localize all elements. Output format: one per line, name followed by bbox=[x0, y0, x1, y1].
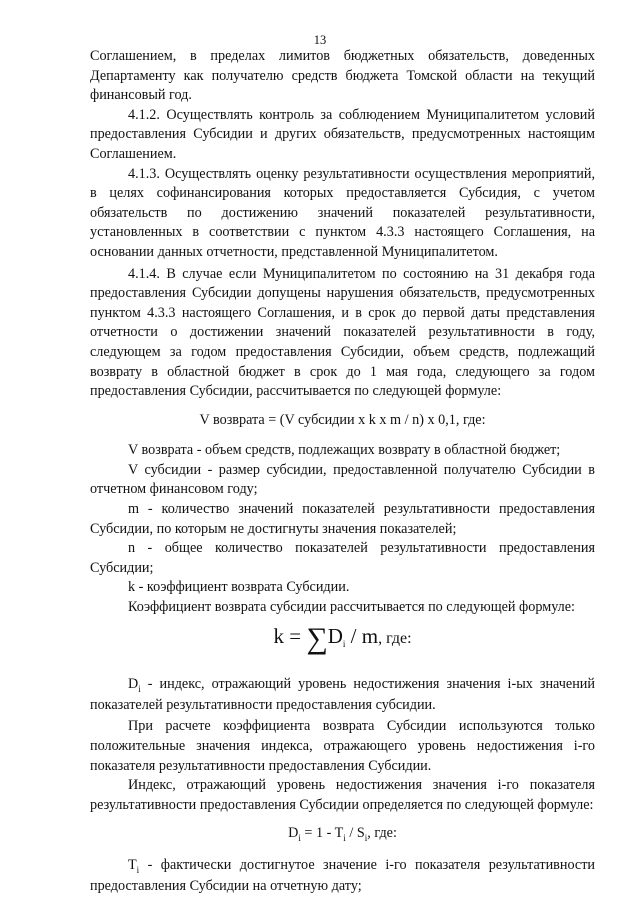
def-v-subsidy: V субсидии - размер субсидии, предоставленной получателю Субсидии в отчетном финансовом году; bbox=[90, 461, 595, 498]
di-formula-tail: , где: bbox=[367, 825, 397, 842]
k-formula-tail: , где: bbox=[378, 629, 412, 647]
di-formula-sub2: i bbox=[343, 833, 346, 844]
def-n: n - общее количество показателей результативности предоставления Субсидии; bbox=[90, 540, 595, 576]
sum-symbol: ∑ bbox=[306, 621, 328, 655]
k-formula-sub: i bbox=[342, 638, 346, 649]
di-formula-mid: = 1 - T bbox=[300, 825, 344, 842]
di-symbol-sub: i bbox=[138, 684, 141, 695]
def-ti-text: - фактически достигнутое значение i-го показателя результативности предоставления Субсидии на отчетную дату; bbox=[90, 856, 595, 894]
paragraph-continuation: Соглашением, в пределах лимитов бюджетных обязательств, доведенных Департаменту как получателю средств бюджета Томской области на текущий финансовый год. bbox=[90, 48, 595, 104]
di-formula-div: / S bbox=[345, 825, 365, 842]
k-formula-rest: / m bbox=[345, 623, 379, 648]
paragraph-positive-values: При расчете коэффициента возврата Субсидии используются только положительные значения индекса, отражающего уровень недостижения i-го показателя результативности предоставления Субсидии. bbox=[90, 718, 595, 774]
di-formula-d: D bbox=[288, 825, 299, 842]
k-formula-intro: Коэффициент возврата субсидии рассчитывается по следующей формуле: bbox=[128, 599, 575, 616]
def-di bbox=[90, 675, 595, 715]
def-v-return: V возврата - объем средств, подлежащих возврату в областной бюджет; bbox=[128, 442, 561, 459]
def-ti bbox=[90, 856, 595, 896]
paragraph-4-1-3: 4.1.3. Осуществлять оценку результативности осуществления мероприятий, в целях софинансирования которых предоставляется Субсидия, с учетом обязательств по достижению значений показателей результативности, установленных в соответствии с пунктом 4.3.3 настоящего Соглашения, на основании данных отчетности, представленной Муниципалитетом. bbox=[90, 165, 595, 260]
di-symbol: D bbox=[128, 676, 139, 693]
ti-symbol: T bbox=[128, 856, 137, 873]
def-k: k - коэффициент возврата Субсидии. bbox=[128, 579, 350, 596]
document-body bbox=[90, 47, 595, 896]
ti-symbol-sub: i bbox=[136, 864, 140, 875]
def-m: m - количество значений показателей результативности предоставления Субсидии, по которым не достигнуты значения показателей; bbox=[90, 501, 595, 537]
v-return-formula: V возврата = (V субсидии x k x m / n) x 0,1, где: bbox=[199, 411, 486, 428]
k-formula bbox=[90, 621, 595, 655]
paragraph-4-1-4: 4.1.4. В случае если Муниципалитетом по состоянию на 31 декабря года предоставления Субсидии допущены нарушения обязательств, предусмотренных пунктом 4.3.3 настоящего Соглашения, и в срок до первой даты представления отчетности о достижении значений показателей результативности в году, следующем за годом предоставления Субсидии, объем средств, подлежащий возврату в областной бюджет в срок до 1 мая года, следующего за годом предоставления Субсидии, рассчитывается по следующей формуле: bbox=[90, 265, 595, 400]
page-number: 13 bbox=[313, 33, 327, 47]
di-formula-sub3: i bbox=[364, 833, 368, 844]
di-formula bbox=[90, 824, 595, 845]
k-formula-lhs: k = bbox=[273, 623, 307, 648]
k-formula-d: D bbox=[327, 623, 343, 648]
index-formula-intro: Индекс, отражающий уровень недостижения значения i-го показателя результативности предоставления Субсидии определяется по следующей формуле: bbox=[90, 777, 595, 813]
paragraph-4-1-2: 4.1.2. Осуществлять контроль за соблюдением Муниципалитетом условий предоставления Субсидии и других обязательств, предусмотренных настоящим Соглашением. bbox=[90, 106, 595, 162]
def-di-text: - индекс, отражающий уровень недостижения значения i-ых значений показателей результативности предоставления субсидии. bbox=[90, 676, 595, 713]
di-formula-sub1: i bbox=[298, 833, 301, 844]
